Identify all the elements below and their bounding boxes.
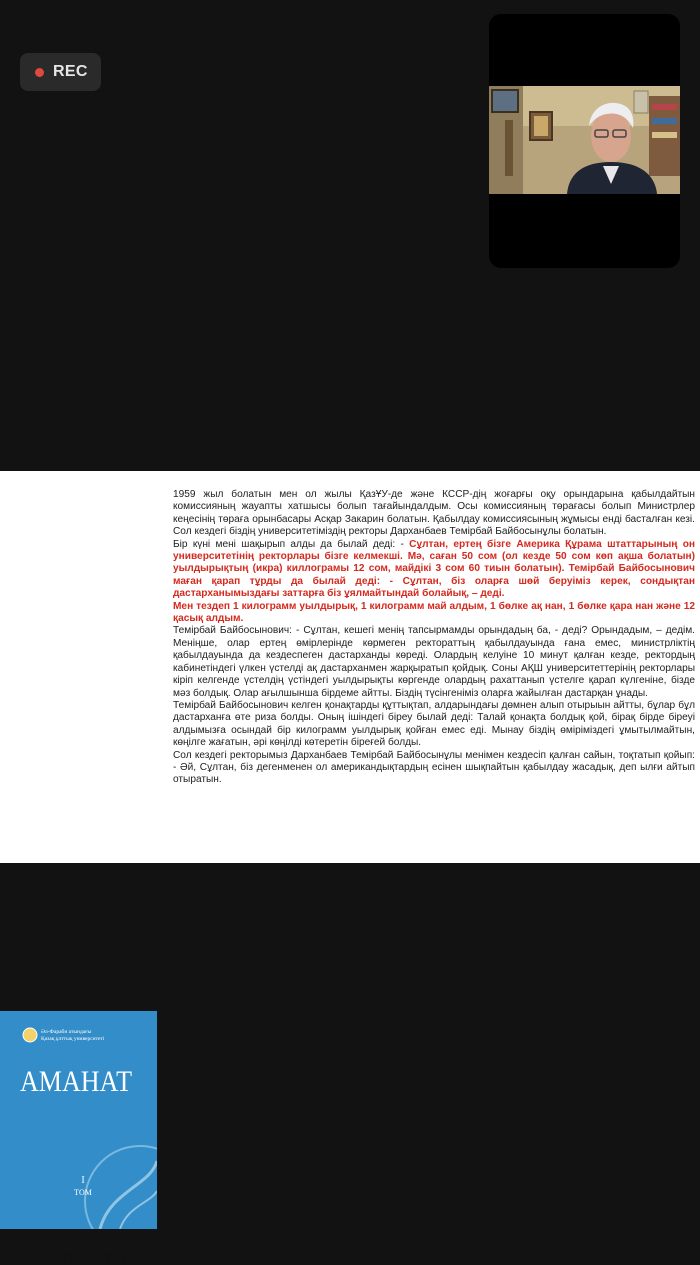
recording-label: REC [53, 63, 88, 80]
highlighted-text: Мен тездеп 1 килограмм уылдырық, 1 килограмм май алдым, 1 бөлке ақ нан, 1 бөлке қара нан және 12 қасық алдым. [173, 600, 695, 625]
paragraph-text: Темірбай Байбосынович келген қонақтарды құттықтап, алдарындағы дөмнен алып отырыын айтты, бұлар бұл дастарханға өте риза болды. Оның ішіндегі біреу былай деді: Талай қонақта болдық қой, бірақ бірде біреуі алдымызға осындай бір килограмм уылдырық қойған емес еді. Мынау біздің өміріміздегі ұмытылмайтын, көңілге жағатын, әрі көңілді көтеретін біреғей болды. [173, 699, 695, 749]
paragraph [173, 750, 695, 787]
book-caption: ОЙ ТОЛҒАУЫ [38, 1250, 125, 1265]
publisher-line-2: Қазақ ұлттық университеті [41, 1036, 105, 1042]
paragraph-text: Бір күні мені шақырып алды да былай деді: - [173, 538, 410, 550]
book-volume-label: ТОМ [74, 1188, 92, 1197]
book-title: АМАНАТ [20, 1065, 132, 1098]
paragraph [173, 601, 695, 626]
record-dot-icon [35, 68, 44, 77]
paragraph [173, 700, 695, 750]
book-cover [0, 1011, 157, 1229]
highlighted-text: Сұлтан, ертең бізге Америка Құрама штаттарының он университетінің ректорлары бізге келмекші. Мә, саған 50 сом (ол кезде 50 сом көп ақша болатын) уылдырықтың (икра) киллограмы 12 сом, майдікі 3 сом 60 тиын болатын). Темірбай Байбосынович маған қарап тұрды да былай деді: - Сұлтан, біз оларға шөй беруіміз керек, сондықтан дастарханымыздағы заттарға біз ұялмайтындай болайық, – деді. [173, 538, 695, 600]
recording-indicator [20, 53, 101, 91]
publisher-line-1: Әл-Фараби атындағы [41, 1029, 92, 1035]
participant-video[interactable] [489, 86, 680, 194]
paragraph-text: Сол кездегі ректорымыз Дарханбаев Темірбай Байбосынұлы менімен кездесіп қалған сайын, тоқтатып қойып: - Әй, Сұлтан, біз дегенменен ол американдықтардың есінен шықпайтын қабылдау жасадық, деп ылғи айтып отыратын. [173, 749, 695, 786]
paragraph-text: Темірбай Байбосынович: - Сұлтан, кешегі менің тапсырмамды орындадың ба, - деді? Орындадым, – дедім. Меніңше, олар ертең өмірлерінде көрмеген ректораттың қабылдауында ғана емес, министрліктің қабылдауында да кездеспеген дастарханды көреді. Олардың келуіне 10 минут қалған кезде, ректордың кабинетіндегі үлкен үстелді ақ дастарханмен жарқыратып қойдық. Соны АҚШ университеттерінің ректорлары кіріп келгенде үстелдің үстіндегі уылдырықты көргенде олардың рахаттанып үстелге қарап күлгеніне, бізде мәз болдық. Олар ағылшынша бірдеме айтты. Біздің түсінгеніміз оларға жайылған дастарқан ұнады. [173, 625, 695, 699]
paragraph [173, 625, 695, 699]
bottom-bar [0, 863, 700, 891]
book-volume-number: I [81, 1175, 85, 1186]
paragraph [173, 489, 695, 539]
speaker-video-image [489, 86, 680, 194]
paragraph-text: 1959 жыл болатын мен ол жылы ҚазҰУ-де және КССР-дің жоғарғы оқу орындарына қабылдайтын комиссияның жауапты хатшысы болып тағайындалдым. Осы комиссияның төрағасы болып Министрлер кеңесінің төраға орынбасары Асқар Закарин болатын. Қабылдау комиссиясының жұмысы енді басталған кезі. Сол кездегі біздің университетіміздің ректоры Дарханбаев Темірбай Байбосынұлы болатын. [173, 489, 695, 538]
document-text [173, 489, 695, 787]
paragraph [173, 539, 695, 601]
